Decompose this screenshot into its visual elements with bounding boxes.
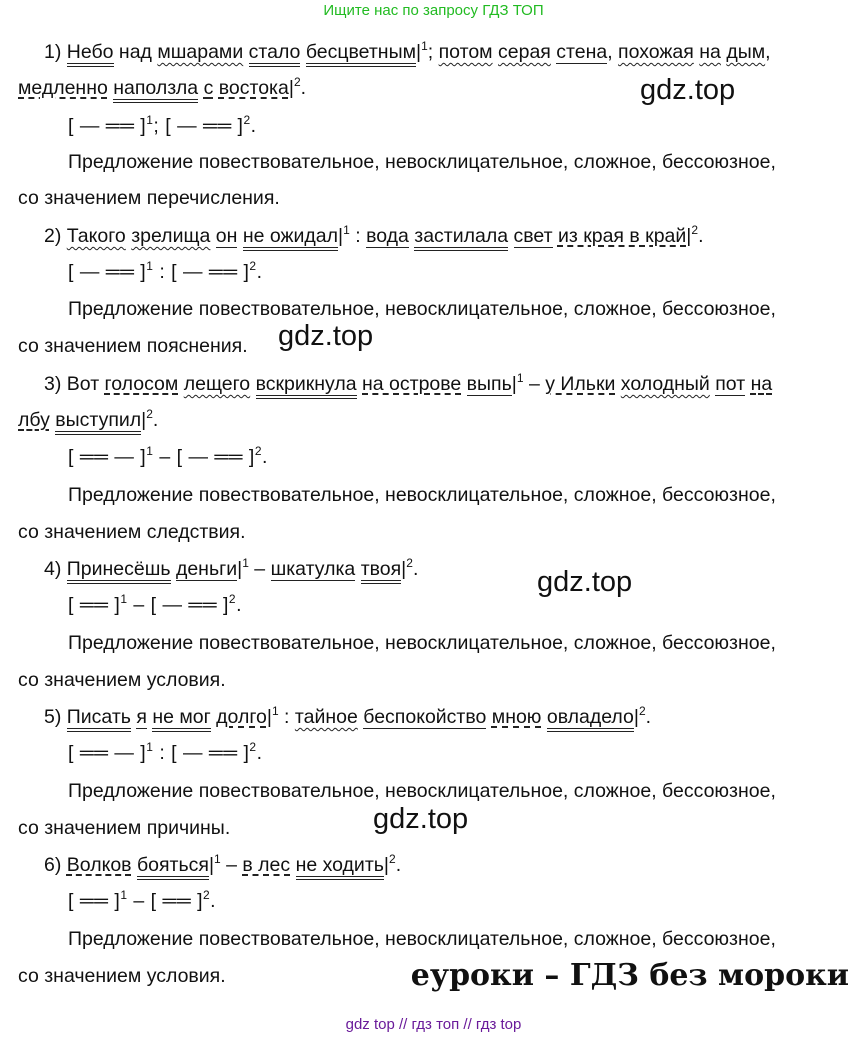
sentence-4: 4) Принесёшь $деньги|^1$ – шкатулка $твоя|^2$. — [44, 557, 418, 581]
description-4-line-1: Предложение повествовательное, невосклицательное, сложное, бессоюзное, — [68, 632, 776, 654]
sentence-2: 2) Такого зрелища он не $ожидал|^1$ : вода застилала свет из края в $край|^2$. — [44, 224, 703, 248]
sentence-5: 5) Писать я не мог $долго|^1$ : тайное беспокойство мною $овладело|^2$. — [44, 705, 651, 729]
sentence-3-line-2: лбу $выступил|^2$. — [18, 408, 158, 432]
scheme-1: [ — ══ ]$^1$; [ — ══ ]$^2$. — [68, 113, 257, 137]
description-2-line-2: со значением пояснения. — [18, 335, 248, 357]
description-5-line-2: со значением причины. — [18, 817, 231, 839]
watermark-2: gdz.top — [278, 320, 374, 352]
description-1-line-2: со значением перечисления. — [18, 187, 280, 209]
description-3-line-2: со значением следствия. — [18, 521, 246, 543]
footer-brand-title: еуроки – ГДЗ без мороки — [410, 958, 849, 993]
description-4-line-2: со значением условия. — [18, 669, 226, 691]
sentence-6: 6) Волков $бояться|^1$ – в лес не $ходить|^2$. — [44, 853, 401, 877]
watermark-1: gdz.top — [640, 74, 736, 106]
description-6-line-1: Предложение повествовательное, невосклицательное, сложное, бессоюзное, — [68, 928, 776, 950]
scheme-4: [ ══ ]$^1$ – [ — ══ ]$^2$. — [68, 592, 243, 616]
description-2-line-1: Предложение повествовательное, невосклицательное, сложное, бессоюзное, — [68, 298, 776, 320]
scheme-3: [ ══ — ]$^1$ – [ — ══ ]$^2$. — [68, 444, 268, 468]
description-5-line-1: Предложение повествовательное, невосклицательное, сложное, бессоюзное, — [68, 780, 776, 802]
description-6-line-2: со значением условия. — [18, 965, 226, 987]
sentence-3-line-1: 3) Вот голосом лещего вскрикнула на острове $выпь|^1$ – у Ильки холодный пот на — [44, 372, 772, 396]
watermark-3: gdz.top — [537, 566, 633, 598]
sentence-1-line-2: медленно наползла с $востока|^2$. — [18, 76, 306, 100]
description-3-line-1: Предложение повествовательное, невосклицательное, сложное, бессоюзное, — [68, 484, 776, 506]
top-search-link[interactable]: Ищите нас по запросу ГДЗ ТОП — [323, 2, 544, 19]
scheme-6: [ ══ ]$^1$ – [ ══ ]$^2$. — [68, 888, 217, 912]
bottom-links[interactable]: gdz top // гдз топ // гдз top — [345, 1016, 522, 1033]
scheme-2: [ — ══ ]$^1$ : [ — ══ ]$^2$. — [68, 259, 263, 283]
scheme-5: [ ══ — ]$^1$ : [ — ══ ]$^2$. — [68, 740, 263, 764]
description-1-line-1: Предложение повествовательное, невосклицательное, сложное, бессоюзное, — [68, 151, 776, 173]
watermark-4: gdz.top — [373, 803, 469, 835]
sentence-1-line-1: 1) Небо над мшарами стало $бесцветным|^1$; потом серая стена, похожая на дым, — [44, 40, 771, 64]
